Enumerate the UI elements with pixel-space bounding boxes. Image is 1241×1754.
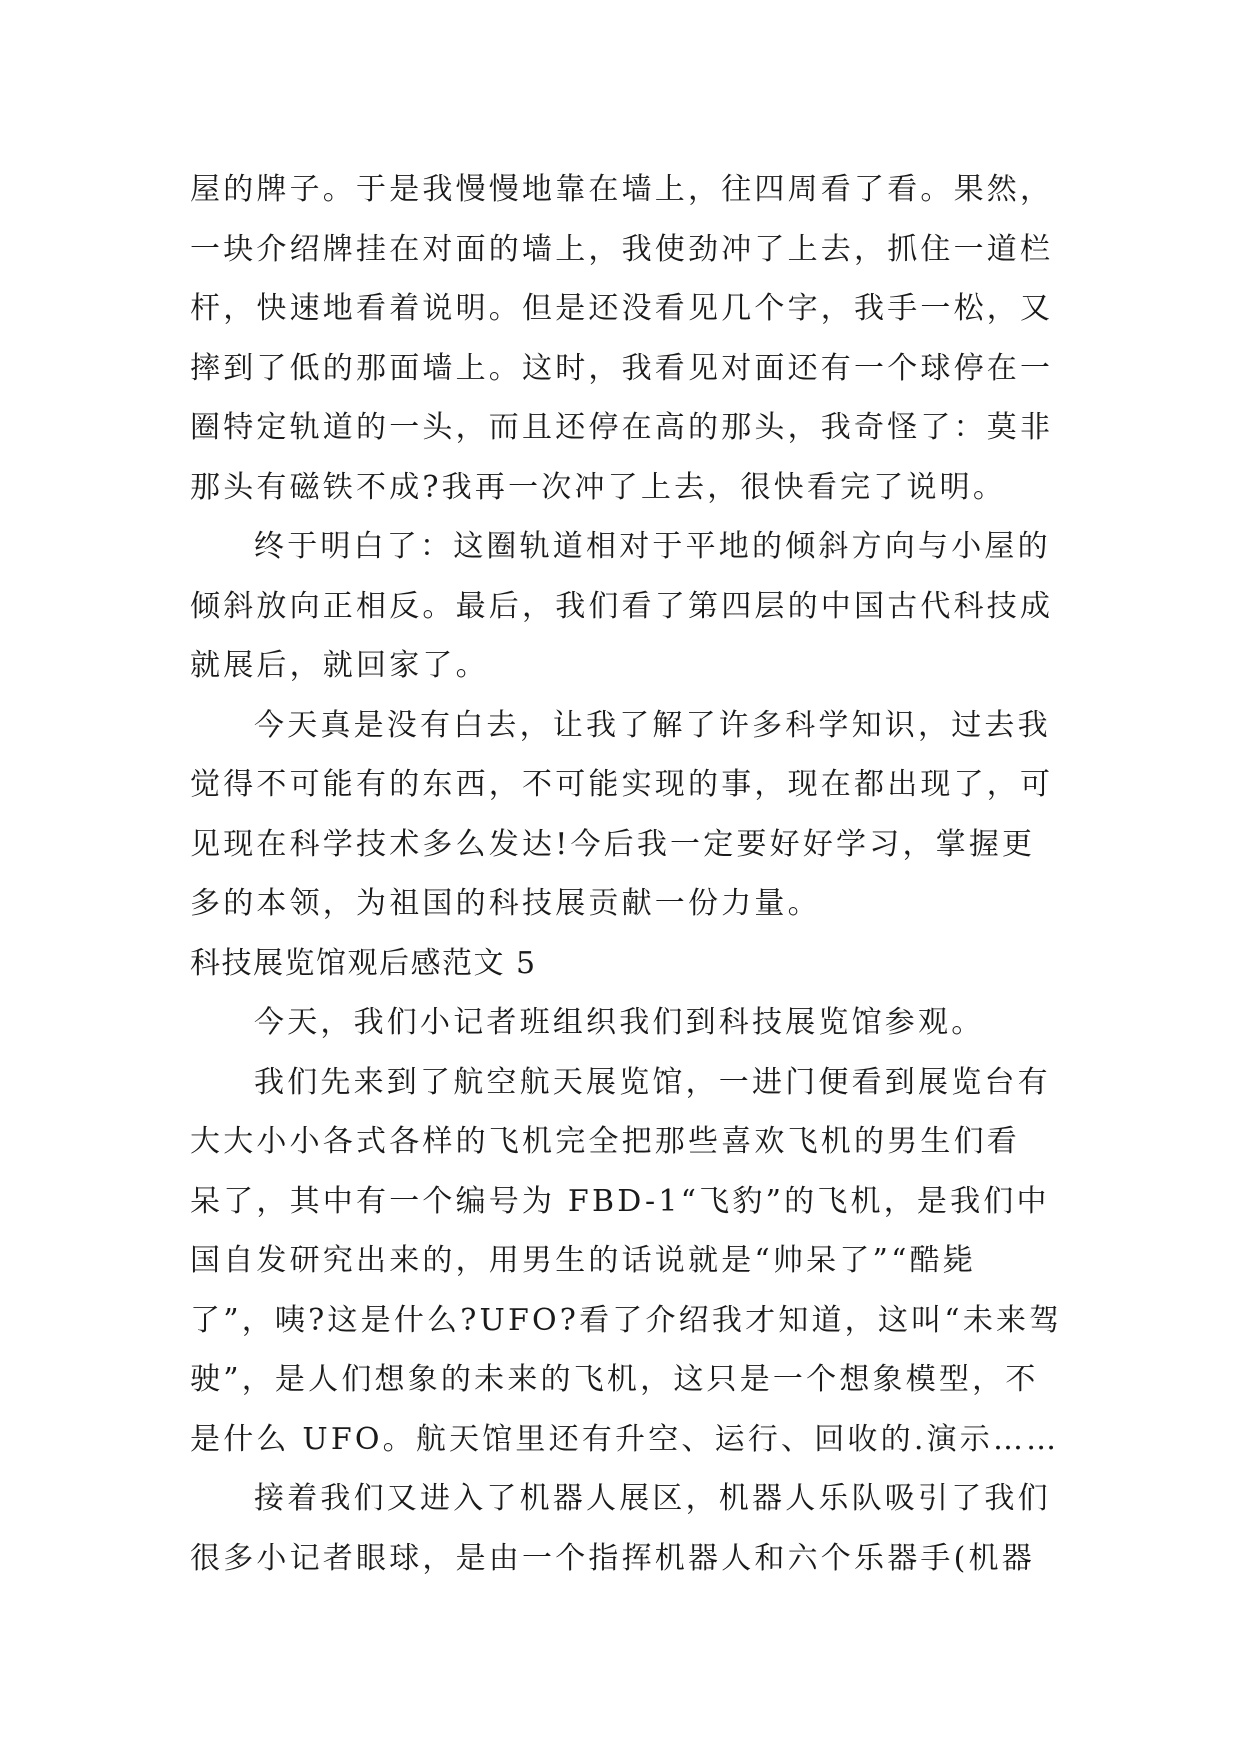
- paragraph-start-line: 今天，我们小记者班组织我们到科技展览馆参观。: [254, 1005, 985, 1040]
- text-column: [190, 160, 1070, 1588]
- paragraph-start-line: 我们先来到了航空航天展览馆，一进门便看到展览台有: [254, 1064, 1051, 1100]
- section-heading: 科技展览馆观后感范文 5: [190, 945, 537, 981]
- text-line: 一块介绍牌挂在对面的墙上，我使劲冲了上去，抓住一道栏: [190, 231, 1054, 267]
- text-line: 圈特定轨道的一头，而且还停在高的那头，我奇怪了：莫非: [190, 410, 1054, 445]
- text-line: 驶”，是人们想象的未来的飞机，这只是一个想象模型，不: [190, 1362, 1039, 1397]
- text-line: 觉得不可能有的东西，不可能实现的事，现在都出现了，可: [190, 767, 1054, 802]
- text-line: 那头有磁铁不成?我再一次冲了上去，很快看完了说明。: [190, 469, 1007, 505]
- text-line: 了”，咦?这是什么?UFO?看了介绍我才知道，这叫“未来驾: [190, 1302, 1063, 1338]
- paragraph-start-line: 接着我们又进入了机器人展区，机器人乐队吸引了我们: [254, 1481, 1051, 1516]
- text-line: 很多小记者眼球，是由一个指挥机器人和六个乐器手(机器: [190, 1540, 1035, 1576]
- text-line: 就展后，就回家了。: [190, 648, 489, 683]
- text-line: 倾斜放向正相反。最后，我们看了第四层的中国古代科技成: [190, 588, 1054, 624]
- text-line: 多的本领，为祖国的科技展贡献一份力量。: [190, 886, 821, 921]
- text-line: 国自发研究出来的，用男生的话说就是“帅呆了”“酷毙: [190, 1243, 977, 1278]
- text-line: 见现在科学技术多么发达!今后我一定要好好学习，掌握更: [190, 826, 1036, 862]
- paragraph-start-line: 终于明白了：这圈轨道相对于平地的倾斜方向与小屋的: [254, 529, 1051, 564]
- text-line: 摔到了低的那面墙上。这时，我看见对面还有一个球停在一: [190, 350, 1054, 386]
- text-line: 是什么 UFO。航天馆里还有升空、运行、回收的.演示……: [190, 1421, 1060, 1457]
- text-line: 呆了，其中有一个编号为 FBD-1“飞豹”的飞机，是我们中: [190, 1183, 1050, 1219]
- text-line: 杆，快速地看着说明。但是还没看见几个字，我手一松，又: [190, 291, 1054, 326]
- text-line: 屋的牌子。于是我慢慢地靠在墙上，往四周看了看。果然，: [190, 172, 1054, 207]
- text-line: 大大小小各式各样的飞机完全把那些喜欢飞机的男生们看: [190, 1124, 1020, 1159]
- paragraph-start-line: 今天真是没有白去，让我了解了许多科学知识，过去我: [254, 707, 1051, 743]
